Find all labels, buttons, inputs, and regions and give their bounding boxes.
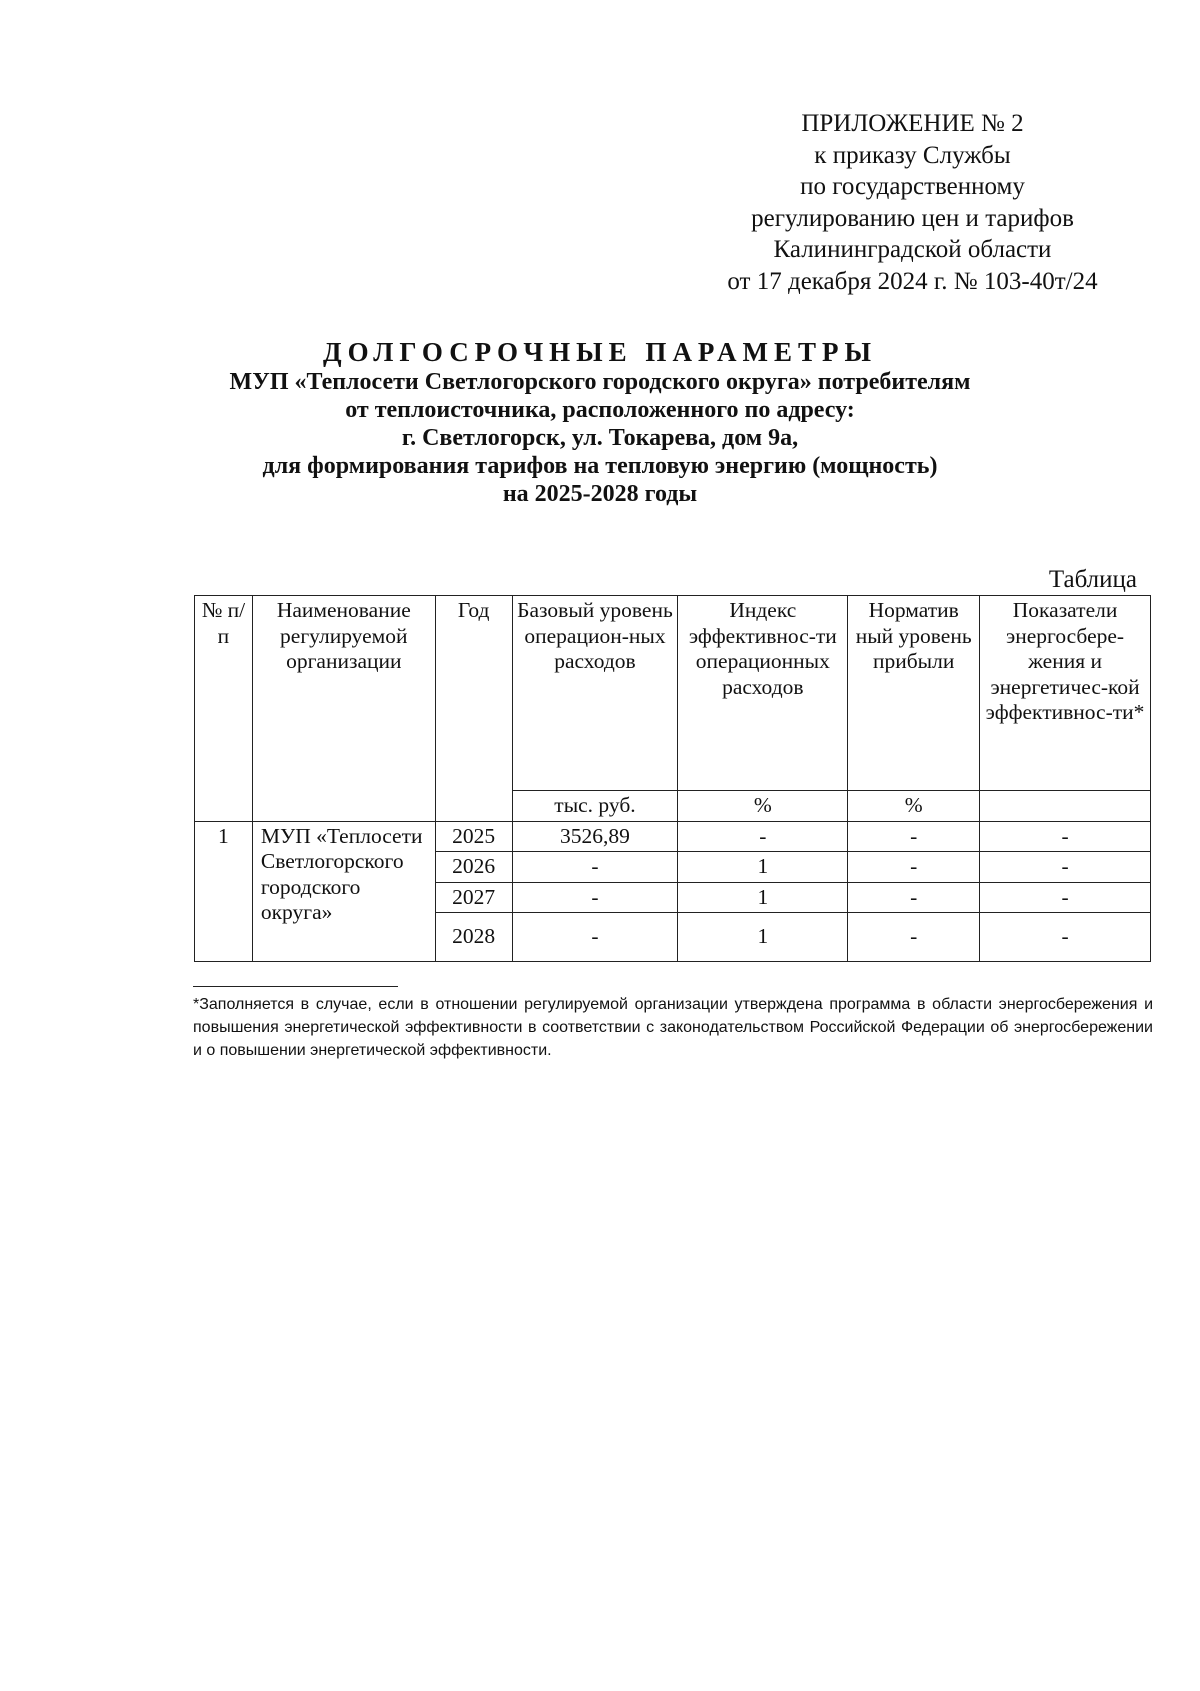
unit-energy [980,791,1151,822]
title-line: на 2025-2028 годы [502,481,698,507]
cell-base: - [512,882,678,913]
footnote: *Заполняется в случае, если в отношении регулируемой организации утверждена программа в области энергосбережения и повышения энергетической эффективности в соответствии с законодательством Российской Федерации об энергосбережении и о повышении энергетической эффективности. [193,996,1153,1059]
cell-energy: - [980,852,1151,883]
header-base: Базовый уровень операцион-ных расходов [512,596,678,791]
cell-base: - [512,913,678,962]
footnote-divider [193,986,398,987]
appendix-header [700,108,1125,297]
cell-base: - [512,852,678,883]
title-line: для формирования тарифов на тепловую энергию (мощность) [262,453,938,479]
header-energy: Показатели энергосбере-жения и энергетичес-кой эффективнос-ти* [980,596,1151,791]
cell-energy: - [980,821,1151,852]
main-title: ДОЛГОСРОЧНЫЕ ПАРАМЕТРЫ [323,337,877,367]
table-header-row [195,596,1151,791]
appendix-line: Калининградской области [773,236,1052,263]
cell-energy: - [980,882,1151,913]
table-row [195,821,1151,852]
row-org: МУП «Теплосети Светлогорского городского округа» [252,821,435,962]
cell-year: 2028 [435,913,512,962]
cell-year: 2025 [435,821,512,852]
cell-year: 2026 [435,852,512,883]
appendix-line: от 17 декабря 2024 г. № 103-40т/24 [727,267,1098,295]
title-line: г. Светлогорск, ул. Токарева, дом 9а, [401,425,799,451]
header-org: Наименование регулируемой организации [252,596,435,822]
parameters-table [194,595,1151,962]
cell-profit: - [848,821,980,852]
cell-year: 2027 [435,882,512,913]
title-line: МУП «Теплосети Светлогорского городского округа» потребителям [229,369,971,395]
appendix-line: по государственному [800,173,1025,200]
cell-profit: - [848,882,980,913]
cell-profit: - [848,852,980,883]
cell-index: - [678,821,848,852]
appendix-line: регулированию цен и тарифов [751,204,1074,232]
header-profit: Норматив ный уровень прибыли [848,596,980,791]
title-line: от теплоисточника, расположенного по адресу: [345,397,855,423]
header-index: Индекс эффективнос-ти операционных расходов [678,596,848,791]
unit-index: % [678,791,848,822]
unit-base: тыс. руб. [512,791,678,822]
cell-index: 1 [678,913,848,962]
appendix-line: к приказу Службы [814,141,1011,169]
header-year: Год [435,596,512,822]
row-num: 1 [195,821,253,962]
cell-profit: - [848,913,980,962]
cell-index: 1 [678,882,848,913]
cell-energy: - [980,913,1151,962]
document-title [190,336,1010,508]
header-num: № п/п [195,596,253,822]
cell-base: 3526,89 [512,821,678,852]
appendix-line: ПРИЛОЖЕНИЕ № 2 [801,110,1024,137]
unit-profit: % [848,791,980,822]
cell-index: 1 [678,852,848,883]
table-caption: Таблица [1048,566,1137,593]
